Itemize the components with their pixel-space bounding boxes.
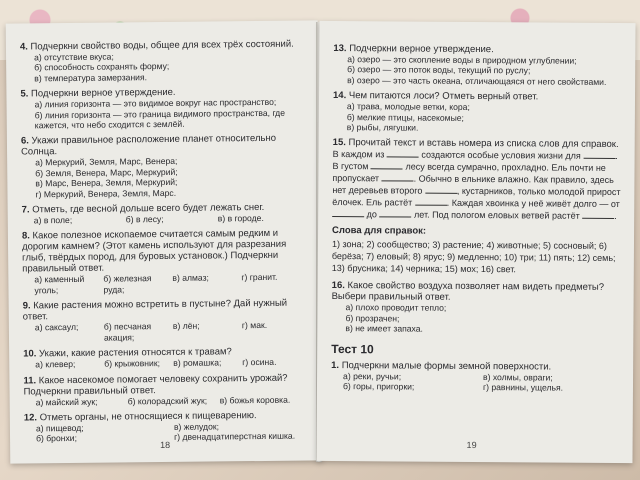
option[interactable]: а) трава, молодые ветки, кора; (346, 101, 470, 113)
option[interactable]: а) каменный уголь; (34, 274, 85, 296)
answer-blank[interactable] (379, 209, 411, 218)
right-page (316, 21, 635, 463)
option[interactable]: б) бронхи; (36, 433, 77, 444)
answer-blank[interactable] (382, 173, 414, 182)
option[interactable]: а) клевер; (35, 359, 76, 370)
option[interactable]: г) гранит. (241, 272, 278, 283)
option[interactable]: б) Земля, Венера, Марс, Меркурий; (35, 166, 178, 179)
question-10: 10. Укажи, какие растения относятся к травам? а) клевер; б) крыжовник; в) ромашка; г) осина. (23, 346, 311, 370)
answer-blank[interactable] (332, 208, 364, 217)
words-reference-list: 1) зона; 2) сообщество; 3) растение; 4) животные; 5) сосновый; 6) берёза; 7) еловый; 8) ярус; 9) медленно; 10) три; 11) пять; 12) семь; 13) брусника; 14) черника; 15) мох; 16) свет. (331, 239, 616, 275)
option[interactable]: а) линия горизонта — это видимое вокруг нас пространство; (34, 97, 277, 110)
option[interactable]: б) колорадский жук; (127, 395, 208, 406)
option[interactable]: б) горы, пригорки; (342, 381, 415, 392)
option[interactable]: в) лён; (172, 320, 200, 332)
question-4: 4. Подчеркни свойство воды, общее для всех трёх состояний. а) отсутствие вкуса; б) способность сохранять форму; в) температура замерзания. (20, 38, 308, 83)
answer-blank[interactable] (425, 185, 457, 194)
option[interactable]: в) рыбы, лягушки. (346, 122, 419, 133)
option[interactable]: г) Меркурий, Венера, Земля, Марс. (35, 187, 177, 199)
answer-blank[interactable] (387, 149, 419, 158)
question-16: 16. Какое свойство воздуха позволяет нам видеть предметы? Выбери правильный ответ. а) плохо проводит тепло; б) прозрачен; в) не имеет запаха. (331, 280, 623, 335)
option[interactable]: г) двенадцатиперстная кишка. (173, 430, 296, 443)
page-number-left: 18 (160, 439, 171, 451)
answer-blank[interactable] (583, 150, 615, 159)
answer-blank[interactable] (415, 197, 447, 206)
question-6: 6. Укажи правильное расположение планет относительно Солнца. а) Меркурий, Земля, Марс, Венера; б) Земля, Венера, Марс, Меркурий; в) Марс, Венера, Земля, Меркурий; г) Меркурий, Венера, Земля, Марс. (21, 133, 310, 200)
option[interactable]: в) алмаз; (172, 273, 209, 284)
words-reference-title: Слова для справок: (332, 225, 427, 238)
question-15: 15. Прочитай текст и вставь номера из списка слов для справок. В каждом из создаются особые условия жизни для . В густом лесу всегда сумрачно, прохладно. Ель почти не пропускает . Обычно в ельнике влажно. Как правило, здесь нет деревьев второго , кустарников, только молодой прирост ёлочек. Ель растёт . Каждая хвоинка у неё живёт долго — от до лет. Под пологом еловых ветвей растёт . (332, 137, 625, 222)
option[interactable]: в) холмы, овраги; (483, 371, 553, 383)
option[interactable]: а) плохо проводит тепло; (345, 302, 447, 314)
question-11: 11. Какое насекомое помогает человеку сохранить урожай? Подчеркни правильный ответ. а) майский жук; б) колорадский жук; в) божья коровка. (23, 372, 311, 407)
question-14: 14. Чем питаются лоси? Отметь верный ответ. а) трава, молодые ветки, кора; б) мелкие птицы, насекомые; в) рыбы, лягушки. (333, 90, 625, 134)
option[interactable]: а) Меркурий, Земля, Марс, Венера; (35, 156, 178, 168)
option[interactable]: б) в лесу; (125, 214, 164, 225)
option[interactable]: б) крыжовник; (104, 358, 161, 369)
option[interactable]: а) саксаул; (34, 322, 79, 333)
option[interactable]: в) Марс, Венера, Земля, Меркурий; (35, 177, 178, 189)
option[interactable]: г) мак. (241, 320, 268, 331)
option[interactable]: б) способность сохранять форму; (34, 61, 170, 73)
question-13: 13. Подчеркни верное утверждение. а) озеро — это скопление воды в природном углублении; б) озеро — это поток воды, текущий по руслу; в) озеро — это часть океана, отличающаяся от него свойствами. (333, 43, 625, 87)
question-7: 7. Отметь, где весной дольше всего будет лежать снег. а) в поле; б) в лесу; в) в городе. (22, 202, 310, 226)
left-page (6, 20, 323, 463)
question-9: 9. Какие растения можно встретить в пустыне? Дай нужный ответ. а) саксаул; б) песчаная акация; в) лён; г) мак. (23, 298, 311, 344)
option[interactable]: а) майский жук; (35, 396, 98, 407)
right-page-content (331, 43, 625, 398)
option[interactable]: б) железная руда; (103, 273, 152, 295)
option[interactable]: б) линия горизонта — это граница видимого пространства, где кажется, что небо сходится с землёй. (34, 107, 285, 131)
option[interactable]: б) песчаная акация; (103, 321, 152, 343)
question-5: 5. Подчеркни верное утверждение. а) линия горизонта — это видимое вокруг нас пространство; б) линия горизонта — это граница видимого пространства, где кажется, что небо сходится с землёй. (20, 86, 308, 131)
answer-blank[interactable] (371, 161, 403, 170)
option[interactable]: в) температура замерзания. (34, 71, 148, 84)
option[interactable]: б) озеро — это поток воды, текущий по руслу; (347, 64, 531, 76)
option[interactable]: а) отсутствие вкуса; (34, 51, 114, 63)
option[interactable]: в) в городе. (217, 213, 264, 224)
left-page-content (20, 38, 312, 449)
option[interactable]: а) в поле; (33, 215, 73, 226)
option[interactable]: в) ромашка; (173, 357, 222, 369)
fill-in-text: В каждом из создаются особые условия жизни для . В густом лесу всегда сумрачно, прохладно. Ель почти не пропускает . Обычно в ельнике влажно. Как правило, здесь нет деревьев второго , кустарников, только молодой прирост ёлочек. Ель растёт . Каждая хвоинка у неё живёт долго — от до лет. Под пологом еловых ветвей растёт . (332, 149, 621, 222)
test-question-1: 1. Подчеркни малые формы земной поверхности. а) реки, ручьи; в) холмы, овраги; б) горы, пригорки; г) равнины, ущелья. (331, 360, 623, 394)
test-heading: Тест 10 (331, 341, 374, 356)
option[interactable]: г) осина. (242, 356, 277, 368)
option[interactable]: б) прозрачен; (345, 312, 400, 324)
option[interactable]: в) озеро — это часть океана, отличающаяся от него свойствами. (347, 74, 607, 87)
option[interactable]: г) равнины, ущелья. (482, 382, 564, 393)
option[interactable]: в) божья коровка. (219, 394, 291, 405)
option[interactable]: в) желудок; (173, 421, 220, 432)
option[interactable]: б) мелкие птицы, насекомые; (346, 111, 464, 123)
option[interactable]: а) пищевод; (35, 422, 84, 434)
option[interactable]: а) реки, ручьи; (343, 370, 402, 382)
answer-blank[interactable] (582, 210, 614, 219)
option[interactable]: а) озеро — это скопление воды в природном углублении; (347, 54, 577, 66)
question-8: 8. Какое полезное ископаемое считается самым редким и дорогим камнем? (Этот камень используют для разрезания глыб, твёрдых пород, для буровых установок.) Подчеркни правильный ответ. а) каменный уголь; б) железная руда; в) алмаз; г) гранит. (22, 228, 311, 296)
question-12: 12. Отметь органы, не относящиеся к пищеварению. а) пищевод; в) желудок; б) бронхи; г) двенадцатиперстная кишка. (24, 409, 312, 444)
page-number-right: 19 (466, 439, 477, 451)
option[interactable]: в) не имеет запаха. (345, 323, 423, 334)
